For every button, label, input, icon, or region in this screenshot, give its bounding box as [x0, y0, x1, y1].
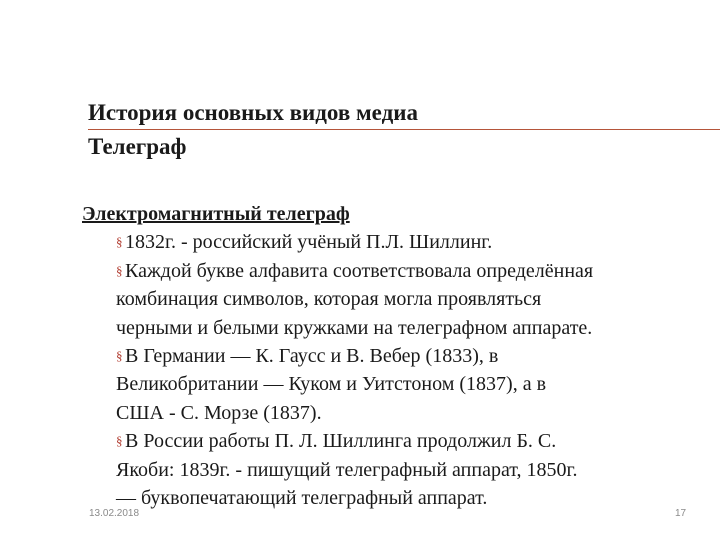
subheading: Электромагнитный телеграф: [82, 203, 350, 225]
page-number: 17: [675, 508, 687, 519]
bullet-item: [82, 342, 702, 427]
bullet-marker-icon: §: [116, 262, 123, 278]
title-line-1: История основных видов медиа: [88, 100, 418, 125]
title-divider: [88, 129, 720, 130]
bullet-item: [82, 257, 702, 342]
bullet-line: комбинация символов, которая могла проявляться: [116, 288, 542, 311]
bullet-line: Якоби: 1839г. - пишущий телеграфный аппарат, 1850г.: [116, 458, 578, 481]
bullet-marker-icon: §: [116, 348, 123, 364]
slide-title: [88, 96, 688, 164]
bullet-line: 1832г. - российский учёный П.Л. Шиллинг.: [125, 231, 493, 254]
bullet-line: Великобритании — Куком и Уитстоном (1837), а в: [116, 373, 547, 396]
bullet-line: США - С. Морзе (1837).: [116, 401, 322, 424]
bullet-line: Каждой букве алфавита соответствовала определённая: [125, 259, 594, 282]
bullet-item: [82, 427, 702, 512]
title-line-2: Телеграф: [88, 134, 187, 159]
slide-body: [82, 200, 702, 512]
bullet-line: — буквопечатающий телеграфный аппарат.: [116, 487, 488, 510]
bullet-line: В Германии — К. Гаусс и В. Вебер (1833), в: [125, 345, 499, 368]
bullet-marker-icon: §: [116, 234, 123, 250]
bullet-item: [82, 228, 702, 256]
bullet-line: черными и белыми кружками на телеграфном аппарате.: [116, 316, 593, 339]
footer-date: 13.02.2018: [89, 508, 140, 519]
bullet-marker-icon: §: [116, 433, 123, 449]
bullet-line: В России работы П. Л. Шиллинга продолжил Б. С.: [125, 430, 557, 453]
